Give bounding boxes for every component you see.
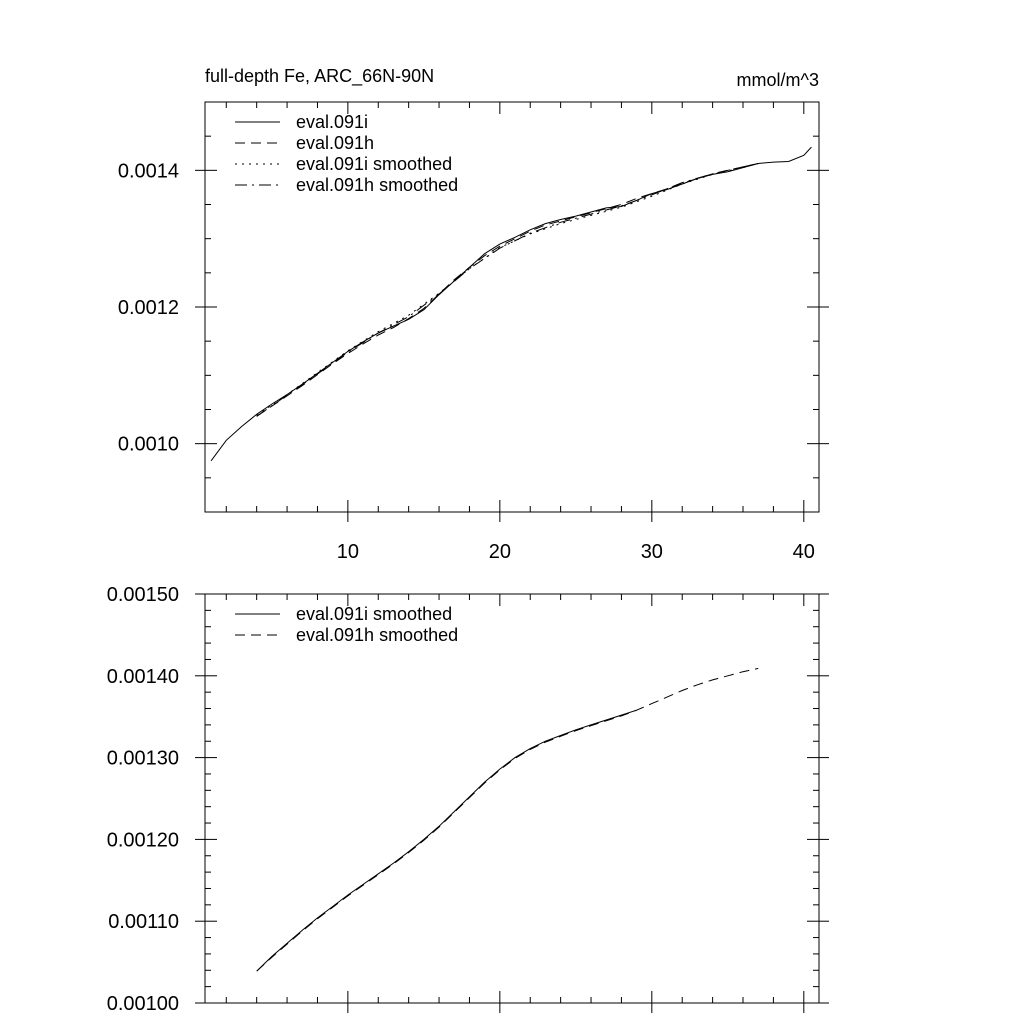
- legend-label: eval.091i smoothed: [296, 604, 453, 624]
- y-tick-label: 0.00110: [108, 911, 179, 934]
- y-tick-label: 0.0012: [117, 297, 179, 319]
- series-line: [257, 164, 759, 417]
- legend-label: eval.091i: [296, 112, 369, 132]
- chart-title: full-depth Fe, ARC_66N-90N: [205, 66, 435, 86]
- y-tick-label: 0.00120: [106, 829, 179, 852]
- y-tick-label: 0.00130: [106, 747, 179, 770]
- y-tick-label: 0.00150: [106, 584, 179, 606]
- y-tick-label: 0.0010: [117, 433, 179, 456]
- y-tick-label: 0.00140: [106, 665, 179, 688]
- x-tick-label: 30: [640, 541, 663, 563]
- legend-label: eval.091i smoothed: [296, 154, 453, 174]
- x-tick-label: 20: [488, 541, 511, 563]
- series-line: [257, 164, 759, 417]
- series-line: [257, 668, 759, 971]
- y-tick-label: 0.0014: [117, 160, 179, 183]
- x-tick-label: 10: [336, 541, 359, 563]
- series-line: [257, 710, 637, 971]
- series-line: [257, 164, 759, 416]
- units-label: mmol/m^3: [736, 70, 819, 90]
- legend-label: eval.091h smoothed: [296, 625, 459, 645]
- top-panel: [118, 66, 829, 563]
- x-tick-label: 40: [792, 541, 815, 563]
- bottom-panel: [107, 584, 829, 1015]
- y-tick-label: 0.00100: [106, 993, 179, 1015]
- plot-frame: [205, 594, 819, 1003]
- legend-label: eval.091h: [296, 133, 375, 153]
- legend-label: eval.091h smoothed: [296, 175, 459, 195]
